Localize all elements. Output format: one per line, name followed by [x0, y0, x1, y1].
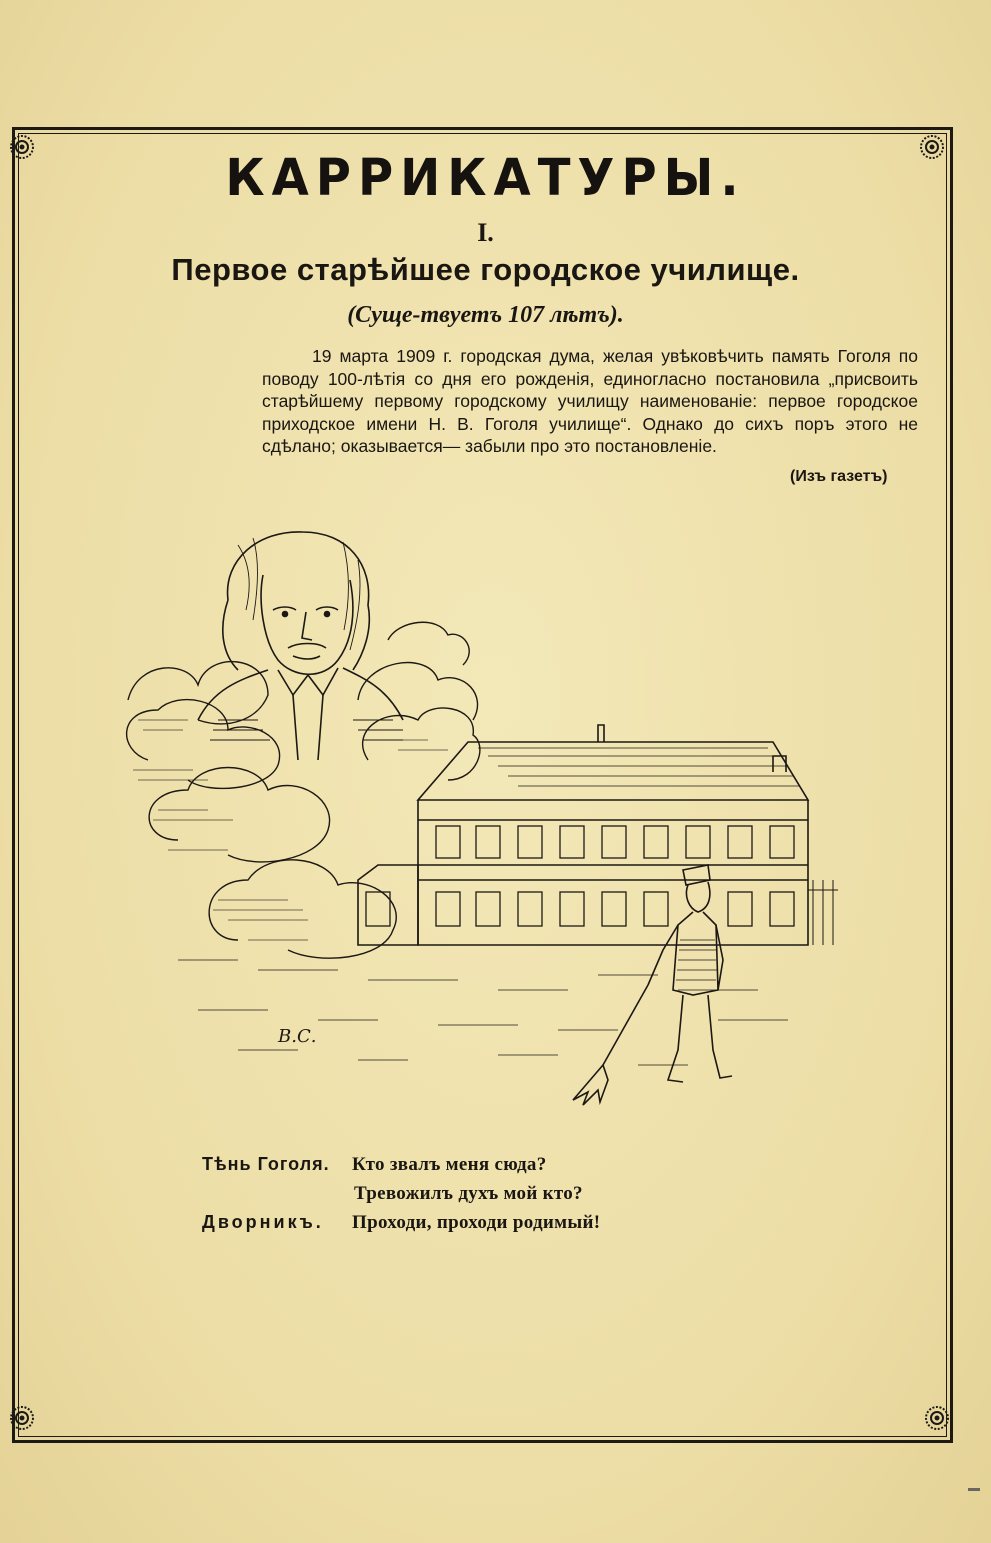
corner-rosette-icon [924, 1405, 950, 1431]
dialogue-line [202, 1150, 802, 1179]
page-title: КАРРИКАТУРЫ. [225, 148, 746, 208]
edge-mark [968, 1488, 980, 1491]
article-subtitle: Первое старѣйшее городское училище. [171, 252, 800, 287]
dialogue-line [202, 1208, 802, 1237]
janitor-figure-drawing [573, 865, 732, 1105]
gogol-portrait-drawing [198, 532, 403, 760]
existence-note: (Суще‑твуетъ 107 лѣтъ). [347, 302, 624, 328]
caricature-illustration [118, 520, 838, 1110]
article-paragraph: 19 марта 1909 г. городская дума, желая увѣковѣчить память Гоголя по поводу 100-лѣтія со дня его рожденія, единогласно постановила „присвоить старѣйшему первому городскому училищу наименованіе: первое городское приходское имени Н. В. Гоголя училище“. Однако до сихъ поръ этого не сдѣлано; оказывается— забыли про это постановленіе. [262, 346, 918, 456]
illustration-signature: В.С. [278, 1026, 317, 1047]
corner-rosette-icon [9, 1405, 35, 1431]
section-numeral: I. [477, 218, 494, 247]
article-source: (Изъ газетъ) [790, 468, 888, 485]
speech-text: Проходи, проходи родимый! [352, 1212, 601, 1233]
speech-text: Кто звалъ меня сюда? [352, 1154, 547, 1175]
speech-text: Тревожилъ духъ мой кто? [354, 1183, 583, 1204]
speaker-gogol-shadow: Тѣнь Гоголя. [202, 1154, 330, 1174]
school-building-drawing [358, 725, 838, 945]
dialogue-line [202, 1179, 802, 1208]
dialogue-block [202, 1150, 802, 1237]
ground-hatching [178, 960, 788, 1065]
speaker-janitor: Дворникъ. [202, 1212, 324, 1232]
